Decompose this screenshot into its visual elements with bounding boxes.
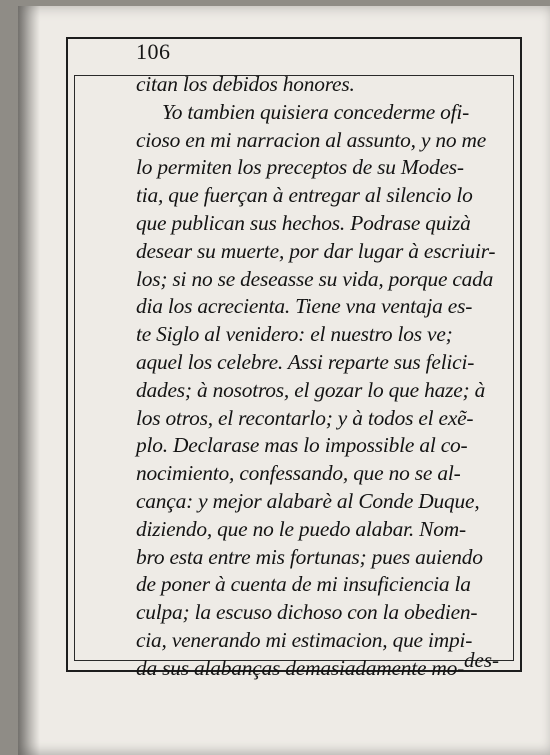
text-line-1: citan los debidos honores. (136, 72, 355, 96)
text-line-20: culpa; la escuso dichoso con la obedien- (136, 600, 478, 625)
book-page (18, 6, 550, 755)
page-number: 106 (136, 39, 171, 64)
text-line-9: dia los acrecienta. Tiene vna ventaja es- (136, 294, 473, 319)
catchword: des- (464, 648, 499, 672)
text-line-5: tia, que fuerçan à entregar al silencio lo (136, 183, 473, 208)
text-line-16: cança: y mejor alabarè al Conde Duque, (136, 488, 480, 513)
text-line-7: desear su muerte, por dar lugar à escriuir- (136, 238, 496, 263)
text-line-12: dades; à nosotros, el gozar lo que haze; à (136, 377, 486, 402)
text-line-19: de poner à cuenta de mi insuficiencia la (136, 572, 471, 597)
text-line-22: da sus alabanças demasiadamente mo- (136, 655, 465, 680)
text-line-11: aquel los celebre. Assi reparte sus felici- (136, 349, 475, 374)
text-line-13: los otros, el recontarlo; y à todos el exẽ- (136, 405, 474, 430)
text-line-2: Yo tambien quisiera concederme ofi- (162, 99, 470, 124)
text-line-18: bro esta entre mis fortunas; pues auiendo (136, 544, 483, 569)
body-text (136, 71, 504, 683)
text-line-21: cia, venerando mi estimacion, que impi- (136, 627, 473, 652)
text-line-8: los; si no se deseasse su vida, porque cada (136, 266, 494, 291)
text-line-15: nocimiento, confessando, que no se al- (136, 461, 461, 486)
text-line-6: que publican sus hechos. Podrase quizà (136, 210, 471, 235)
text-line-14: plo. Declarase mas lo impossible al co- (136, 433, 468, 458)
text-line-4: lo permiten los preceptos de su Modes- (136, 155, 464, 180)
text-line-17: diziendo, que no le puedo alabar. Nom- (136, 516, 466, 541)
text-line-3: cioso en mi narracion al assunto, y no me (136, 127, 487, 152)
text-line-10: te Siglo al venidero: el nuestro los ve; (136, 322, 453, 347)
